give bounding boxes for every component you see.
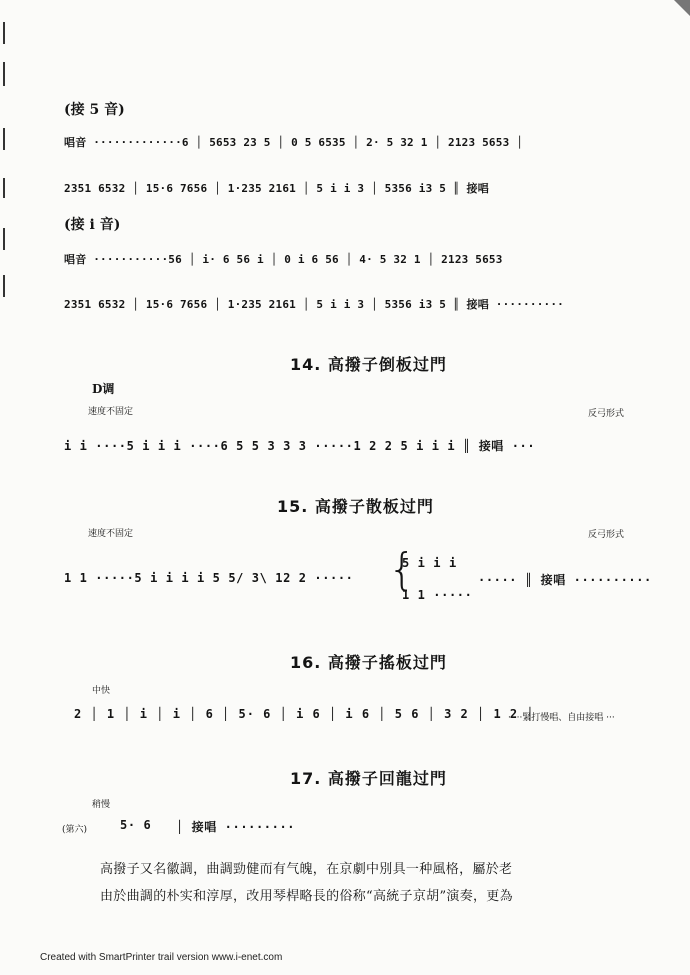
section-16-tempo: 中快: [92, 686, 111, 696]
section-17-title: 17. 高撥子回龍过門: [290, 769, 447, 788]
page-corner-fold: [674, 0, 690, 16]
margin-mark: [3, 22, 5, 44]
section-14-title: 14. 高撥子倒板过門: [290, 355, 447, 374]
section-16-tail: ·····緊打慢唱、自由接唱 ···: [508, 713, 615, 723]
section-16-notes: 2 │ 1 │ i │ i │ 6 │ 5· 6 │ i 6 │ i 6 │ 5 6 │ 3 2 │ 1 2 │: [74, 707, 535, 721]
section-a-row-2: 2351 6532 │ 15·6 7656 │ 1·235 2161 │ 5 i i 3 │ 5356 i3 5 ║ 接唱: [64, 182, 489, 195]
margin-mark: [3, 228, 5, 250]
section-17-tail: │ 接唱 ·········: [176, 820, 296, 834]
section-14-tempo: 速度不固定: [88, 407, 134, 417]
section-16-title: 16. 高撥子搖板过門: [290, 653, 447, 672]
section-17-tempo: 稍慢: [92, 800, 111, 810]
margin-mark: [3, 128, 5, 150]
footer-watermark: Created with SmartPrinter trail version www.i-enet.com: [40, 952, 283, 963]
section-a-row-1: 唱音 ·············6 │ 5653 23 5 │ 0 5 6535 │ 2· 5 32 1 │ 2123 5653 │: [64, 136, 524, 149]
paragraph-line-2: 由於曲調的朴实和淳厚，改用琴桿略長的俗称“高統子京胡”演奏，更為: [100, 889, 513, 904]
section-17-notes: 5· 6: [120, 818, 152, 832]
section-a-label: (接 5 音): [64, 102, 125, 118]
paragraph-line-1: 高撥子又名徽調，曲調勁健而有气魄，在京劇中別具一种風格，屬於老: [100, 862, 513, 877]
section-14-form: 反弓形式: [588, 409, 625, 419]
section-14-notes: i i ····5 i i i ····6 5 5 3 3 3 ·····1 2 2 5 i i i ║ 接唱 ···: [64, 439, 536, 453]
section-14-key: D调: [92, 382, 115, 396]
margin-mark: [3, 275, 5, 297]
section-15-form: 反弓形式: [588, 530, 625, 540]
section-b-label: (接 i 音): [64, 217, 121, 233]
section-15-brace-top: 5 i i i: [402, 556, 457, 570]
section-15-notes: 1 1 ·····5 i i i i 5 5/ 3\ 12 2 ·····: [64, 571, 354, 585]
section-15-tempo: 速度不固定: [88, 529, 134, 539]
section-15-tail: ····· ║ 接唱 ··········: [478, 573, 652, 587]
section-15-brace-bottom: 1 1 ·····: [402, 588, 473, 602]
margin-mark: [3, 62, 5, 86]
section-b-row-1: 唱音 ···········56 │ i· 6 56 i │ 0 i 6 56 │ 4· 5 32 1 │ 2123 5653: [64, 253, 503, 266]
section-b-row-2: 2351 6532 │ 15·6 7656 │ 1·235 2161 │ 5 i i 3 │ 5356 i3 5 ║ 接唱 ··········: [64, 298, 564, 311]
brace-icon: {: [388, 544, 416, 595]
section-15-title: 15. 高撥子散板过門: [277, 497, 434, 516]
section-17-label: (第六): [62, 825, 88, 835]
margin-mark: [3, 178, 5, 198]
